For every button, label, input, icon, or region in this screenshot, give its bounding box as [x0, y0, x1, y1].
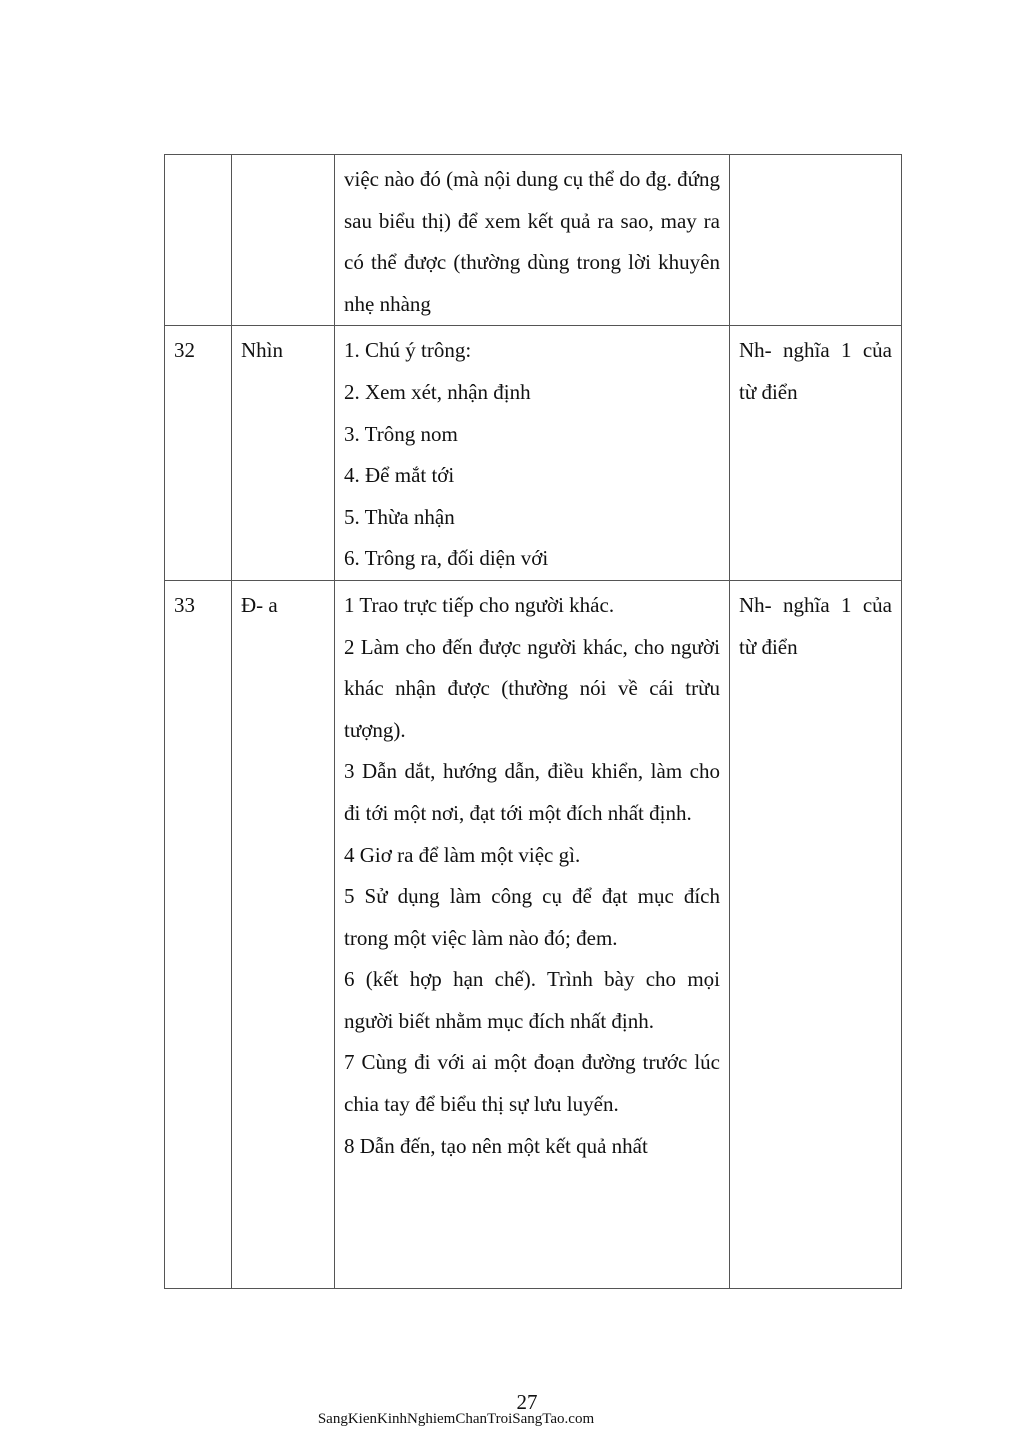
word-cell: Nhìn — [232, 326, 335, 581]
note-cell: Nh- nghĩa 1 của từ điển — [730, 326, 902, 581]
meaning-item: 2. Xem xét, nhận định — [344, 379, 531, 404]
table-row — [165, 326, 902, 581]
meaning-item: 6 (kết hợp hạn chế). Trình bày cho mọi người biết nhằm mục đích nhất định. — [344, 967, 720, 1033]
note-cell — [730, 155, 902, 326]
meaning-item: 4. Để mắt tới — [344, 463, 455, 488]
footer-site-text: SangKienKinhNghiemChanTroiSangTao.com — [317, 1411, 595, 1427]
meaning-cell — [335, 326, 730, 581]
row-number-cell: 32 — [165, 326, 232, 581]
meaning-item: 6. Trông ra, đối diện với — [344, 546, 549, 571]
meaning-item: 8 Dẫn đến, tạo nên một kết quả nhất — [344, 1133, 648, 1158]
word-cell — [232, 155, 335, 326]
meaning-item: 5. Thừa nhận — [344, 504, 455, 529]
meaning-item: 2 Làm cho đến được người khác, cho người khác nhận được (thường nói về cái trừu tượng). — [344, 634, 720, 742]
word-meaning-table — [164, 154, 902, 1289]
meaning-item: 5 Sử dụng làm công cụ để đạt mục đích trong một việc làm nào đó; đem. — [344, 884, 720, 950]
row-number-cell: 33 — [165, 580, 232, 1288]
meaning-item: 3 Dẫn dắt, hướng dẫn, điều khiển, làm cho đi tới một nơi, đạt tới một đích nhất định. — [344, 759, 720, 825]
word-cell: Đ- a — [232, 580, 335, 1288]
meaning-item: 1 Trao trực tiếp cho người khác. — [344, 592, 615, 617]
table-row — [165, 580, 902, 1288]
row-number-cell — [165, 155, 232, 326]
table-row — [165, 155, 902, 326]
meaning-cell — [335, 155, 730, 326]
meaning-item: 1. Chú ý trông: — [344, 338, 472, 363]
meaning-item: việc nào đó (mà nội dung cụ thể do đg. đứng sau biểu thị) để xem kết quả ra sao, may ra có thể được (thường dùng trong lời khuyên nhẹ nhàng — [344, 167, 720, 316]
meaning-item: 3. Trông nom — [344, 421, 458, 446]
meaning-item: 7 Cùng đi với ai một đoạn đường trước lúc chia tay để biểu thị sự lưu luyến. — [344, 1050, 720, 1117]
page-number: 27 — [516, 1390, 538, 1414]
meaning-cell — [335, 580, 730, 1288]
note-cell: Nh- nghĩa 1 của từ điển — [730, 580, 902, 1288]
meaning-item: 4 Giơ ra để làm một việc gì. — [344, 842, 581, 867]
